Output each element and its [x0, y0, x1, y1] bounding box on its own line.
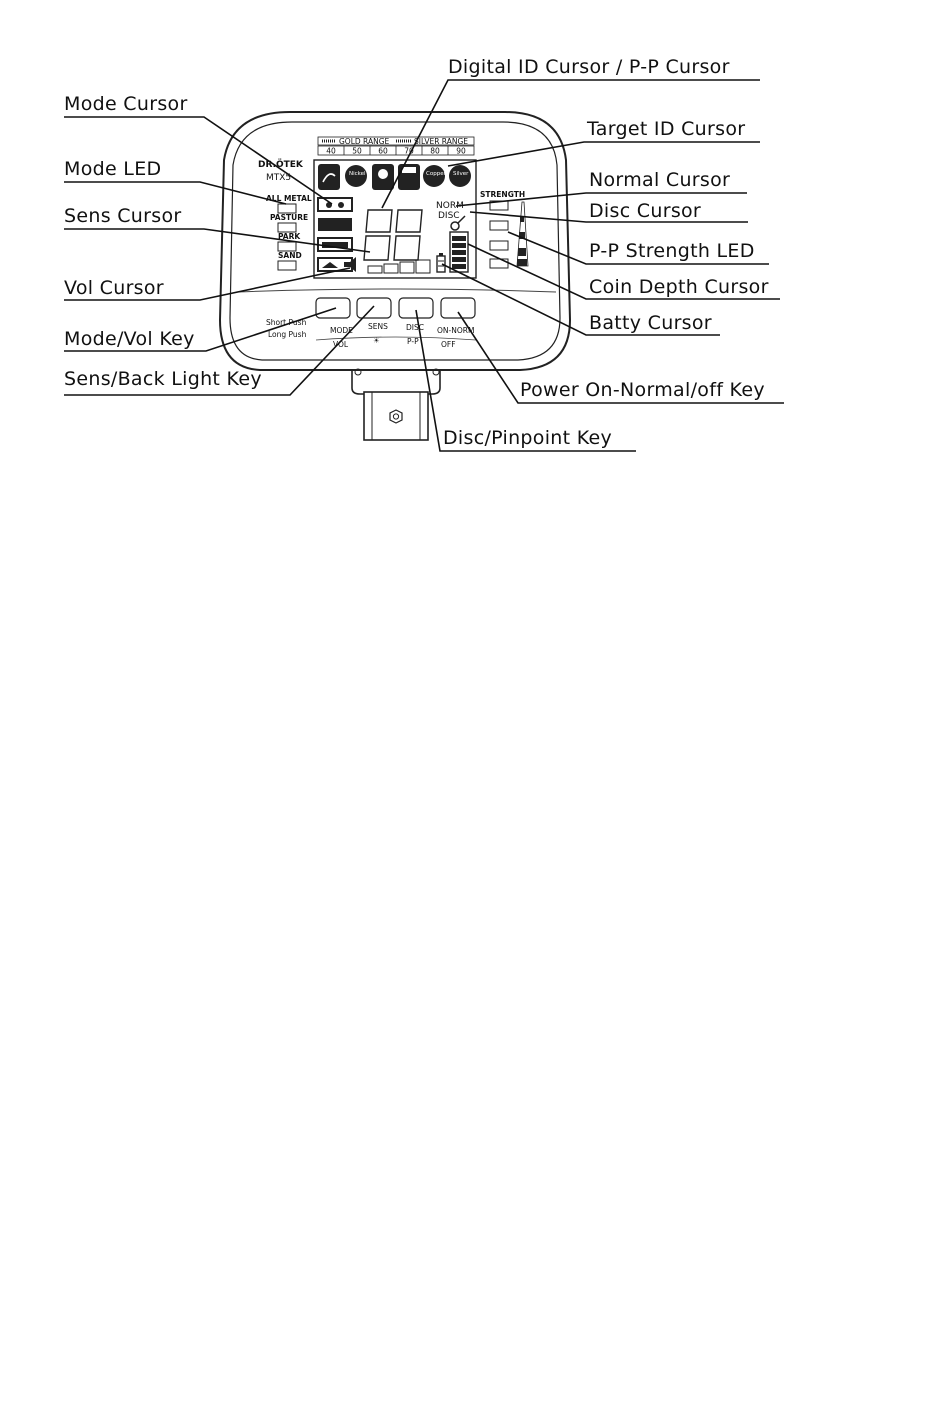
key-label-sens: SENS: [368, 322, 388, 331]
key-label-on-norm: ON-NORM: [437, 326, 475, 335]
silver-range-label: SILVER RANGE: [414, 137, 468, 146]
mode-label-all-metal: ALL METAL: [266, 194, 312, 203]
digital-id-display: [364, 210, 422, 260]
key-sub-label-pp: P-P: [407, 337, 419, 346]
callout-coin-depth: Coin Depth Cursor: [589, 276, 769, 298]
keypad: [266, 298, 476, 349]
target-icon-copper: [423, 165, 447, 187]
handle-mount: [352, 369, 440, 440]
short-push-label: Short Push: [266, 318, 307, 327]
callout-power-key: Power On-Normal/off Key: [520, 379, 765, 401]
mode-label-sand: SAND: [278, 251, 302, 260]
scale-label: 50: [352, 146, 362, 156]
callout-labels: [64, 56, 769, 449]
key-label-mode: MODE: [330, 326, 353, 335]
svg-text:Nickel: Nickel: [349, 171, 366, 177]
key-label-disc: DISC: [406, 323, 424, 332]
strength-label: STRENGTH: [480, 190, 526, 199]
callout-batty-cursor: Batty Cursor: [589, 312, 712, 334]
svg-text:Silver: Silver: [453, 171, 469, 177]
range-header: [318, 137, 474, 156]
callout-vol-cursor: Vol Cursor: [64, 277, 164, 299]
target-icon-tab: [398, 164, 420, 190]
control-box: [220, 112, 570, 440]
key-sub-label-light: ☀: [373, 336, 380, 345]
scale-label: 70: [404, 146, 414, 156]
target-id-icons: [318, 164, 471, 190]
scale-label: 90: [456, 146, 466, 156]
key-sub-label-off: OFF: [441, 340, 456, 349]
norm-indicator: NORM: [436, 201, 464, 211]
leader-target-id: [448, 142, 760, 166]
mode-label-park: PARK: [278, 232, 301, 241]
speaker-icon: [344, 257, 356, 272]
leader-sens-cursor: [64, 229, 370, 252]
svg-text:Copper: Copper: [426, 171, 446, 177]
callout-target-id: Target ID Cursor: [587, 118, 746, 140]
long-push-label: Long Push: [268, 330, 307, 339]
callout-pp-strength: P-P Strength LED: [589, 240, 755, 262]
key-panel-arc: [236, 289, 556, 292]
power-key[interactable]: [441, 298, 475, 318]
sens-bar-graph: [368, 260, 430, 273]
callout-disc-pinpoint-key: Disc/Pinpoint Key: [443, 427, 613, 449]
mode-label-pasture: PASTURE: [270, 213, 309, 222]
scale-label: 40: [326, 146, 336, 156]
callout-mode-vol-key: Mode/Vol Key: [64, 328, 195, 350]
key-sub-label-vol: VOL: [333, 340, 349, 349]
target-icon-silver: [449, 165, 471, 187]
callout-sens-backlight-key: Sens/Back Light Key: [64, 368, 262, 390]
disc-indicator: DISC: [438, 211, 460, 221]
mode-led-sand: [278, 261, 296, 270]
scale-label: 80: [430, 146, 440, 156]
mode-led-all-metal: [278, 204, 296, 213]
brand-label: DR.ÖTEK: [258, 160, 303, 170]
callout-mode-cursor: Mode Cursor: [64, 93, 188, 115]
battery-icon: [437, 253, 445, 272]
target-icon-crown: [372, 164, 394, 190]
scale-label: 60: [378, 146, 388, 156]
mode-led-pasture: [278, 223, 296, 232]
callout-sens-cursor: Sens Cursor: [64, 205, 182, 227]
mode-cursors: [318, 198, 352, 271]
callout-disc-cursor: Disc Cursor: [589, 200, 702, 222]
coin-depth-bars: [450, 232, 468, 272]
mode-led-park: [278, 242, 296, 251]
target-icon-nickel: [345, 165, 367, 187]
model-label: MTX5: [266, 173, 292, 183]
target-icon-1: [318, 164, 340, 190]
gold-range-label: GOLD RANGE: [339, 137, 390, 146]
range-scale: [326, 146, 466, 156]
leader-mode-led: [64, 182, 286, 204]
callout-digital-id: Digital ID Cursor / P-P Cursor: [448, 56, 730, 78]
mode-vol-key[interactable]: [316, 298, 350, 318]
mode-leds: [266, 194, 312, 270]
disc-pinpoint-key[interactable]: [399, 298, 433, 318]
callout-mode-led: Mode LED: [64, 158, 162, 180]
callout-normal-cursor: Normal Cursor: [589, 169, 731, 191]
sens-backlight-key[interactable]: [357, 298, 391, 318]
